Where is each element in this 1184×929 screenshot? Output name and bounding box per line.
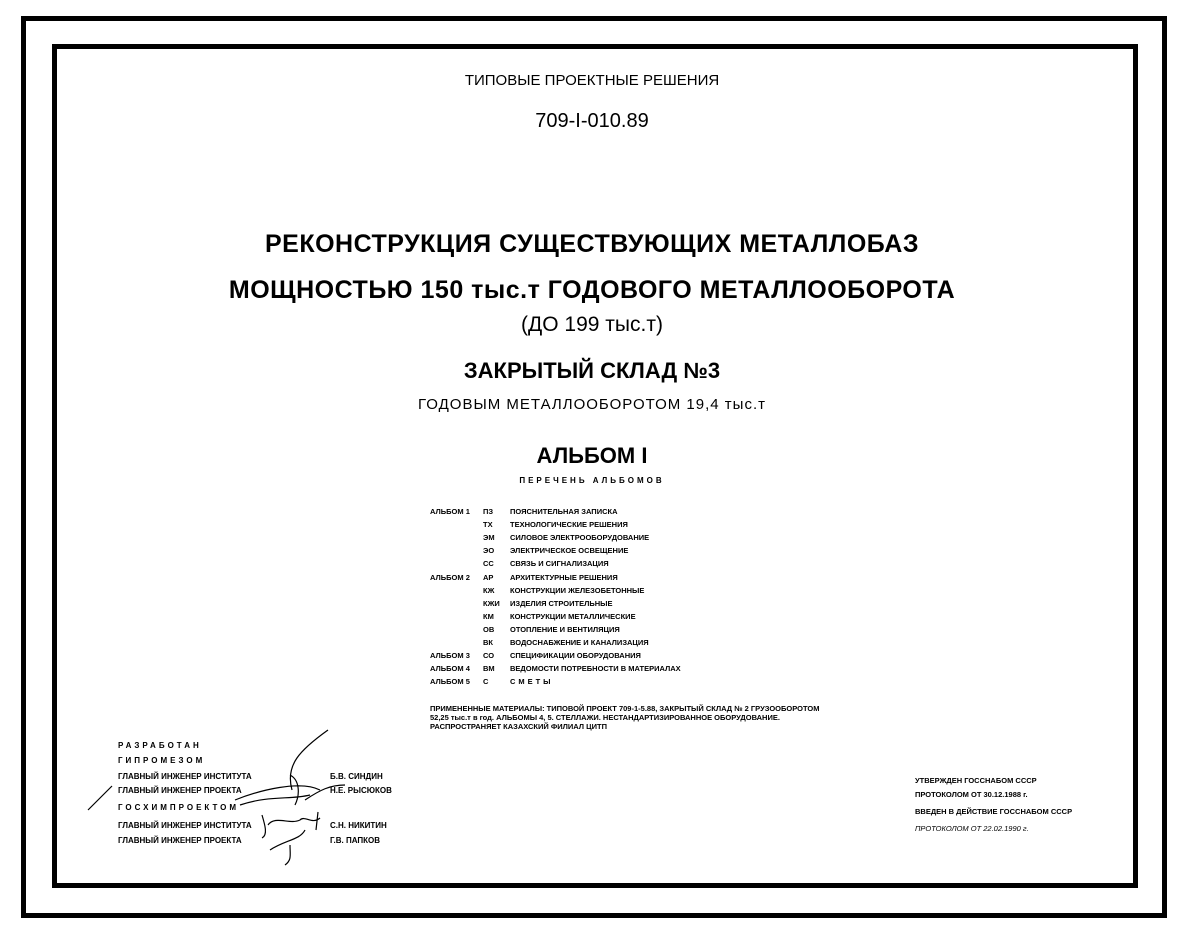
- section-code: КЖИ: [483, 598, 500, 608]
- section-code: ВМ: [483, 664, 495, 674]
- section-name: СПЕЦИФИКАЦИИ ОБОРУДОВАНИЯ: [510, 651, 641, 661]
- title-line-1: РЕКОНСТРУКЦИЯ СУЩЕСТВУЮЩИХ МЕТАЛЛОБАЗ: [264, 230, 920, 258]
- approval-line: ПРОТОКОЛОМ ОТ 22.02.1990 г.: [915, 824, 1029, 833]
- person-name: С.Н. НИКИТИН: [330, 821, 387, 830]
- section-name: СВЯЗЬ И СИГНАЛИЗАЦИЯ: [510, 559, 609, 569]
- person-name: Б.В. СИНДИН: [330, 772, 383, 781]
- org-gipromez: ГИПРОМЕЗОМ: [118, 756, 206, 765]
- section-name: ИЗДЕЛИЯ СТРОИТЕЛЬНЫЕ: [510, 598, 613, 608]
- album-number: АЛЬБОМ 2: [430, 572, 470, 582]
- album-number: АЛЬБОМ 3: [430, 651, 470, 661]
- section-code: С: [483, 677, 489, 687]
- title-line-2: МОЩНОСТЬЮ 150 тыс.т ГОДОВОГО МЕТАЛЛООБОРОТА: [228, 276, 956, 304]
- section-name: ТЕХНОЛОГИЧЕСКИЕ РЕШЕНИЯ: [510, 520, 628, 530]
- notes-line: РАСПРОСТРАНЯЕТ КАЗАХСКИЙ ФИЛИАЛ ЦИТП: [430, 722, 607, 731]
- section-name: СМЕТЫ: [510, 677, 554, 687]
- album-title: АЛЬБОМ I: [536, 443, 648, 468]
- album-number: АЛЬБОМ 1: [430, 507, 470, 516]
- role: ГЛАВНЫЙ ИНЖЕНЕР ПРОЕКТА: [118, 786, 242, 795]
- album-number: АЛЬБОМ 5: [430, 677, 470, 687]
- developed-label: РАЗРАБОТАН: [118, 741, 202, 750]
- section-code: СО: [483, 651, 495, 661]
- section-code: КЖ: [483, 585, 495, 595]
- role: ГЛАВНЫЙ ИНЖЕНЕР ИНСТИТУТА: [118, 821, 252, 830]
- project-code: 709-I-010.89: [535, 110, 649, 132]
- section-code: КМ: [483, 611, 494, 621]
- album-list-title: ПЕРЕЧЕНЬ АЛЬБОМОВ: [519, 476, 665, 485]
- section-name: АРХИТЕКТУРНЫЕ РЕШЕНИЯ: [510, 572, 618, 582]
- series-label: ТИПОВЫЕ ПРОЕКТНЫЕ РЕШЕНИЯ: [464, 72, 720, 89]
- section-name: ЭЛЕКТРИЧЕСКОЕ ОСВЕЩЕНИЕ: [510, 546, 629, 556]
- org-goskhimproekt: ГОСХИМПРОЕКТОМ: [118, 803, 240, 812]
- section-name: ВЕДОМОСТИ ПОТРЕБНОСТИ В МАТЕРИАЛАХ: [510, 664, 681, 674]
- section-code: ЭМ: [483, 533, 495, 543]
- subtitle-turnover: ГОДОВЫМ МЕТАЛЛООБОРОТОМ 19,4 тыс.т: [418, 396, 766, 413]
- section-name: СИЛОВОЕ ЭЛЕКТРООБОРУДОВАНИЕ: [510, 533, 650, 543]
- section-name: ВОДОСНАБЖЕНИЕ И КАНАЛИЗАЦИЯ: [510, 638, 649, 647]
- title-line-3: (ДО 199 тыс.т): [521, 313, 663, 336]
- section-code: ТХ: [483, 520, 493, 530]
- section-name: ПОЯСНИТЕЛЬНАЯ ЗАПИСКА: [510, 507, 618, 516]
- album-number: АЛЬБОМ 4: [430, 664, 470, 674]
- role: ГЛАВНЫЙ ИНЖЕНЕР ПРОЕКТА: [118, 836, 242, 845]
- section-code: ПЗ: [483, 507, 494, 516]
- section-code: ЭО: [483, 546, 495, 556]
- approval-line: ПРОТОКОЛОМ ОТ 30.12.1988 г.: [915, 790, 1028, 799]
- section-code: ВК: [483, 638, 493, 647]
- section-name: ОТОПЛЕНИЕ И ВЕНТИЛЯЦИЯ: [510, 624, 620, 634]
- approval-line: УТВЕРЖДЕН ГОССНАБОМ СССР: [915, 776, 1037, 785]
- section-code: СС: [483, 559, 494, 569]
- section-code: ОВ: [483, 624, 495, 634]
- person-name: Н.Е. РЫСЮКОВ: [330, 786, 392, 795]
- section-name: КОНСТРУКЦИИ МЕТАЛЛИЧЕСКИЕ: [510, 611, 636, 621]
- person-name: Г.В. ПАПКОВ: [330, 836, 381, 845]
- notes-line: ПРИМЕНЕННЫЕ МАТЕРИАЛЫ: ТИПОВОЙ ПРОЕКТ 709-1-5.88, ЗАКРЫТЫЙ СКЛАД № 2 ГРУЗООБОРОТОМ: [430, 704, 820, 713]
- section-name: КОНСТРУКЦИИ ЖЕЛЕЗОБЕТОННЫЕ: [510, 585, 645, 595]
- section-code: АР: [483, 572, 494, 582]
- approval-line: ВВЕДЕН В ДЕЙСТВИЕ ГОССНАБОМ СССР: [915, 807, 1073, 816]
- notes-line: 52,25 тыс.т в год. АЛЬБОМЫ 4, 5. СТЕЛЛАЖИ. НЕСТАНДАРТИЗИРОВАННОЕ ОБОРУДОВАНИЕ.: [430, 713, 780, 722]
- subtitle-warehouse: ЗАКРЫТЫЙ СКЛАД №3: [463, 358, 721, 383]
- role: ГЛАВНЫЙ ИНЖЕНЕР ИНСТИТУТА: [118, 772, 252, 781]
